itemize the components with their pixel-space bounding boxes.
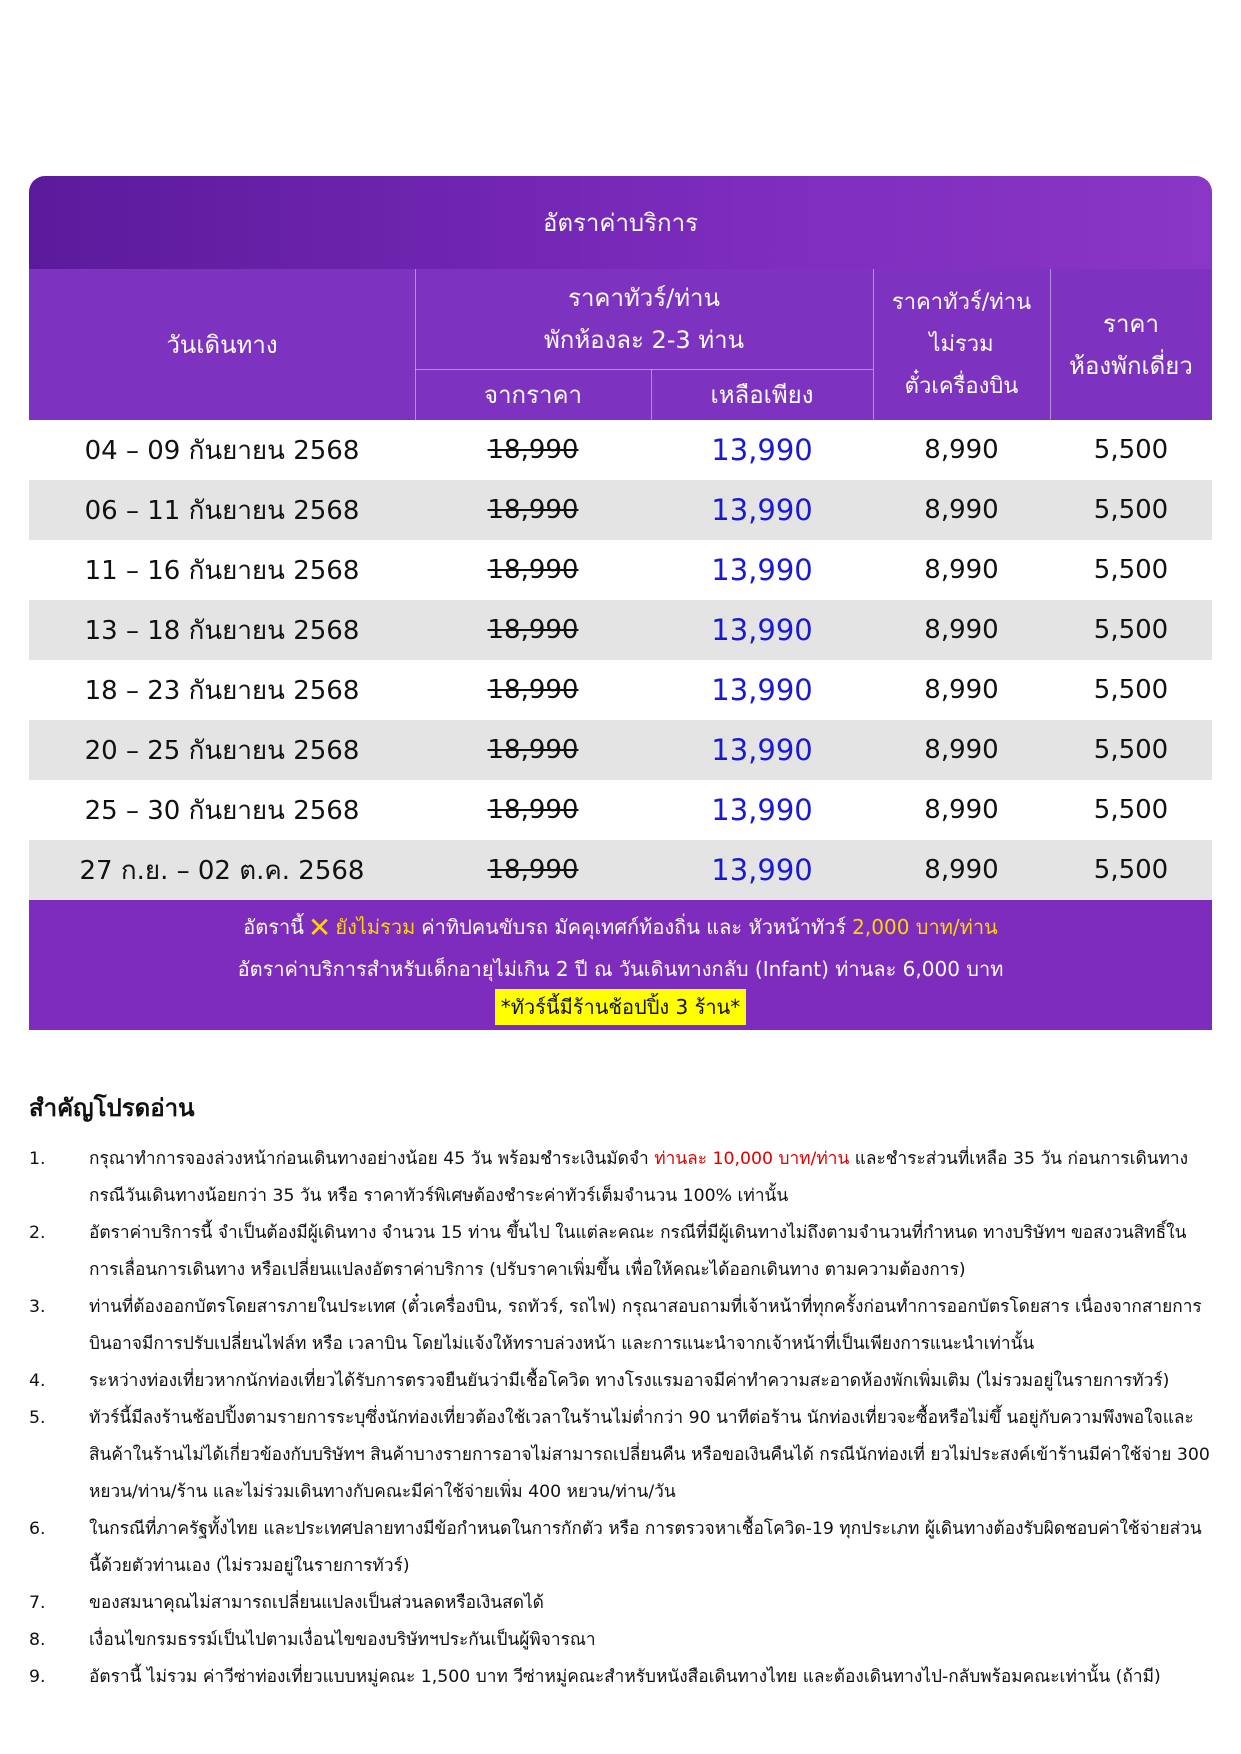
row-no-air-price: 8,990 <box>924 435 999 465</box>
row-now-price: 13,990 <box>711 553 813 587</box>
row-from-price: 18,990 <box>487 615 579 645</box>
note-text-part: กรุณาทำการจองล่วงหน้าก่อนเดินทางอย่างน้อย 45 วัน พร้อมชำระเงินมัดจำ <box>89 1149 649 1169</box>
row-single-price: 5,500 <box>1093 795 1169 825</box>
row-single-price: 5,500 <box>1093 735 1169 765</box>
row-now-price: 13,990 <box>711 433 813 467</box>
header-single <box>1050 269 1212 420</box>
row-date: 13 – 18 กันยายน 2568 <box>84 615 360 646</box>
note-number: 6. <box>29 1519 46 1539</box>
row-single-price: 5,500 <box>1093 855 1169 885</box>
table-header <box>29 269 1212 420</box>
note-text-part: และชำระส่วนที่เหลือ 35 วัน ก่อนการเดินทาง กรณีวันเดินทางน้อยกว่า 35 วัน หรือ ราคาทัวร์พิเศษต้องชำระค่าทัวร์เต็มจำนวน 100% เท่านั้น <box>89 1149 1189 1206</box>
note-text <box>89 1141 1212 1215</box>
header-no-air-line2: ไม่รวม <box>929 331 994 357</box>
table-row <box>29 600 1212 660</box>
table-row <box>29 660 1212 720</box>
note-number: 1. <box>29 1149 46 1169</box>
header-no-air <box>873 269 1050 420</box>
footer-amount: 2,000 บาท/ท่าน <box>852 915 998 939</box>
row-now-price: 13,990 <box>711 493 813 527</box>
row-date: 18 – 23 กันยายน 2568 <box>84 675 360 706</box>
table-row <box>29 720 1212 780</box>
footer-middle: ค่าทิปคนขับรถ มัคคุเทศก์ท้องถิ่น และ หัวหน้าทัวร์ <box>421 915 847 939</box>
row-no-air-price: 8,990 <box>924 555 999 585</box>
table-title: อัตราค่าบริการ <box>29 176 1212 269</box>
row-date: 04 – 09 กันยายน 2568 <box>84 435 360 466</box>
note-number: 8. <box>29 1630 46 1650</box>
row-no-air-price: 8,990 <box>924 615 999 645</box>
note-text: ทัวร์นี้มีลงร้านช้อปปิ้งตามรายการระบุซึ่งนักท่องเที่ยวต้องใช้เวลาในร้านไม่ต่ำกว่า 90 นาทีต่อร้าน นักท่องเที่ยวจะซื้อหรือไม่ขึ้ นอยู่กับความพึงพอใจและสินค้าในร้านไม่ได้เกี่ยวข้องกับบริษัทฯ สินค้าบางรายการอาจไม่สามารถเปลี่ยนคืน หรือขอเงินคืนได้ กรณีนักท่องเที่ ยวไม่ประสงค์เข้าร้านมีค่าใช้จ่าย 300 หยวน/ท่าน/ร้าน และไม่ร่วมเดินทางกับคณะมีค่าใช้จ่ายเพิ่ม 400 หยวน/ท่าน/วัน <box>89 1408 1210 1502</box>
row-no-air-price: 8,990 <box>924 855 999 885</box>
header-no-air-line3: ตั๋วเครื่องบิน <box>904 373 1019 399</box>
row-date: 20 – 25 กันยายน 2568 <box>84 735 360 766</box>
table-footer <box>29 900 1212 1030</box>
row-no-air-price: 8,990 <box>924 735 999 765</box>
row-from-price: 18,990 <box>487 435 579 465</box>
header-now-price: เหลือเพียง <box>710 380 814 409</box>
note-number: 3. <box>29 1297 46 1317</box>
row-now-price: 13,990 <box>711 793 813 827</box>
table-row <box>29 540 1212 600</box>
table-row <box>29 480 1212 540</box>
row-no-air-price: 8,990 <box>924 495 999 525</box>
note-number: 9. <box>29 1667 46 1687</box>
note-text: ในกรณีที่ภาครัฐทั้งไทย และประเทศปลายทางมีข้อกำหนดในการกักตัว หรือ การตรวจหาเชื้อโควิด-19 ทุกประเภท ผู้เดินทางต้องรับผิดชอบค่าใช้จ่ายส่วนนี้ด้วยตัวท่านเอง (ไม่รวมอยู่ในรายการทัวร์) <box>89 1519 1202 1576</box>
note-number: 5. <box>29 1408 46 1428</box>
row-from-price: 18,990 <box>487 795 579 825</box>
note-item <box>29 1363 1212 1400</box>
notes-heading: สำคัญโปรดอ่าน <box>29 1094 195 1122</box>
table-row <box>29 840 1212 900</box>
note-item <box>29 1289 1212 1363</box>
x-icon: ✕ <box>307 910 332 944</box>
row-from-price: 18,990 <box>487 495 579 525</box>
row-now-price: 13,990 <box>711 613 813 647</box>
price-table <box>29 176 1212 1030</box>
table-row <box>29 780 1212 840</box>
table-body <box>29 420 1212 900</box>
row-from-price: 18,990 <box>487 675 579 705</box>
note-item <box>29 1141 1212 1215</box>
header-single-line2: ห้องพักเดี่ยว <box>1069 351 1193 380</box>
footer-not-included: ยังไม่รวม <box>335 915 416 939</box>
row-date: 25 – 30 กันยายน 2568 <box>84 795 360 826</box>
header-price-group <box>415 269 873 369</box>
note-item <box>29 1215 1212 1289</box>
note-item <box>29 1585 1212 1622</box>
row-single-price: 5,500 <box>1093 615 1169 645</box>
note-item <box>29 1511 1212 1585</box>
header-price-group-line1: ราคาทัวร์/ท่าน <box>568 284 720 312</box>
shopping-note: *ทัวร์นี้มีร้านช้อปปิ้ง 3 ร้าน* <box>495 989 746 1025</box>
row-no-air-price: 8,990 <box>924 675 999 705</box>
header-no-air-line1: ราคาทัวร์/ท่าน <box>891 289 1032 315</box>
note-text: ของสมนาคุณไม่สามารถเปลี่ยนแปลงเป็นส่วนลดหรือเงินสดได้ <box>89 1593 544 1613</box>
footer-prefix: อัตรานี้ <box>243 915 304 939</box>
note-text: อัตรานี้ ไม่รวม ค่าวีซ่าท่องเที่ยวแบบหมู่คณะ 1,500 บาท วีซ่าหมู่คณะสำหรับหนังสือเดินทางไทย และต้องเดินทางไป-กลับพร้อมคณะเท่านั้น (ถ้ามี) <box>89 1667 1161 1687</box>
footer-line3 <box>29 989 1212 1025</box>
note-item <box>29 1622 1212 1659</box>
note-number: 2. <box>29 1223 46 1243</box>
footer-line1 <box>29 905 1212 949</box>
note-text: เงื่อนไขกรมธรรม์เป็นไปตามเงื่อนไขของบริษัทฯประกันเป็นผู้พิจารณา <box>89 1630 596 1650</box>
deposit-amount: ท่านละ 10,000 บาท/ท่าน <box>654 1149 850 1169</box>
table-row <box>29 420 1212 480</box>
footer-line2: อัตราค่าบริการสำหรับเด็กอายุไม่เกิน 2 ปี ณ วันเดินทางกลับ (Infant) ท่านละ 6,000 บาท <box>237 957 1004 981</box>
row-from-price: 18,990 <box>487 855 579 885</box>
header-single-line1: ราคา <box>1103 309 1159 338</box>
row-single-price: 5,500 <box>1093 495 1169 525</box>
header-from-price: จากราคา <box>484 380 582 409</box>
row-now-price: 13,990 <box>711 733 813 767</box>
row-from-price: 18,990 <box>487 555 579 585</box>
row-from-price: 18,990 <box>487 735 579 765</box>
note-item <box>29 1400 1212 1511</box>
note-text: อัตราค่าบริการนี้ จำเป็นต้องมีผู้เดินทาง จำนวน 15 ท่าน ขึ้นไป ในแต่ละคณะ กรณีที่มีผู้เดินทางไม่ถึงตามจำนวนที่กำหนด ทางบริษัทฯ ขอสงวนสิทธิ์ในการเลื่อนการเดินทาง หรือเปลี่ยนแปลงอัตราค่าบริการ (ปรับราคาเพิ่มขึ้น เพื่อให้คณะได้ออกเดินทาง ตามความต้องการ) <box>89 1223 1187 1280</box>
note-number: 7. <box>29 1593 46 1613</box>
row-single-price: 5,500 <box>1093 435 1169 465</box>
row-date: 06 – 11 กันยายน 2568 <box>84 495 360 526</box>
row-now-price: 13,990 <box>711 853 813 887</box>
row-single-price: 5,500 <box>1093 555 1169 585</box>
note-text: ท่านที่ต้องออกบัตรโดยสารภายในประเทศ (ตั๋วเครื่องบิน, รถทัวร์, รถไฟ) กรุณาสอบถามที่เจ้าหน้าที่ทุกครั้งก่อนทำการออกบัตรโดยสาร เนื่องจากสายการบินอาจมีการปรับเปลี่ยนไฟล์ท หรือ เวลาบิน โดยไม่แจ้งให้ทราบล่วงหน้า และการแนะนำจากเจ้าหน้าที่เป็นเพียงการแนะนำเท่านั้น <box>89 1297 1202 1354</box>
note-item <box>29 1659 1212 1696</box>
row-now-price: 13,990 <box>711 673 813 707</box>
header-price-group-line2: พักห้องละ 2-3 ท่าน <box>543 326 745 354</box>
row-single-price: 5,500 <box>1093 675 1169 705</box>
row-date: 27 ก.ย. – 02 ต.ค. 2568 <box>79 855 365 886</box>
note-number: 4. <box>29 1371 46 1391</box>
important-notes <box>29 1088 1212 1696</box>
header-date: วันเดินทาง <box>166 330 278 359</box>
row-date: 11 – 16 กันยายน 2568 <box>84 555 360 586</box>
row-no-air-price: 8,990 <box>924 795 999 825</box>
note-text: ระหว่างท่องเที่ยวหากนักท่องเที่ยวได้รับการตรวจยืนยันว่ามีเชื้อโควิด ทางโรงแรมอาจมีค่าทำความสะอาดห้องพักเพิ่มเติม (ไม่รวมอยู่ในรายการทัวร์) <box>89 1371 1170 1391</box>
